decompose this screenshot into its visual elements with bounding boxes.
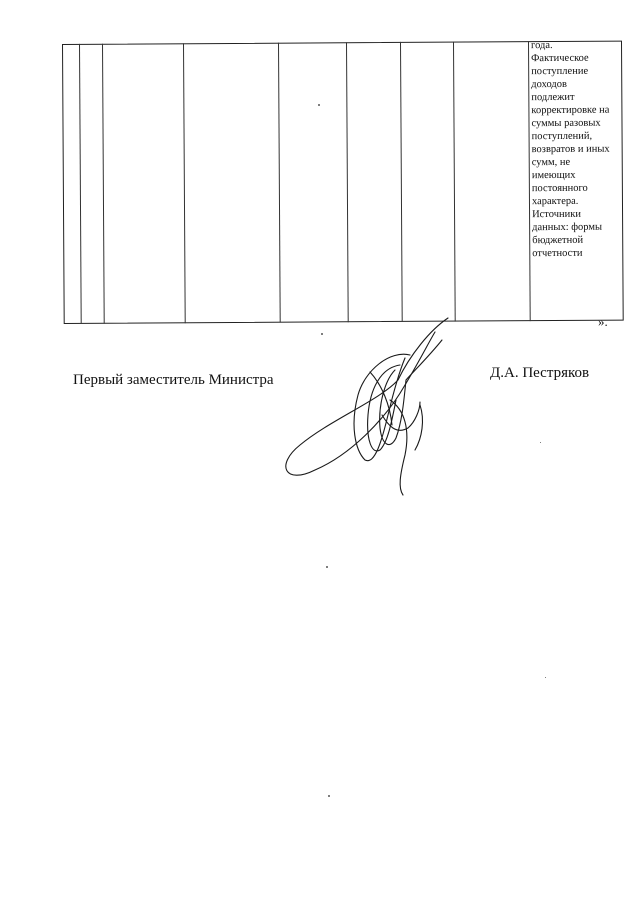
handwritten-signature [270, 310, 470, 500]
cell-line: Фактическое [531, 52, 589, 65]
cell-line: суммы разовых [531, 117, 601, 130]
cell-line: бюджетной [532, 234, 584, 247]
signer-title: Первый заместитель Министра [73, 372, 274, 388]
cell-line: поступление [531, 65, 589, 78]
scan-speck [328, 795, 330, 797]
scan-speck [318, 104, 320, 106]
cell-line: Источники [532, 208, 582, 221]
cell-line: доходов [531, 78, 567, 91]
scan-speck [326, 566, 328, 568]
cell-line: данных: формы [532, 221, 603, 234]
cell-line: характера. [531, 195, 579, 208]
cell-line: поступлений, [531, 130, 593, 143]
cell-line: отчетности [532, 247, 583, 260]
cell-line: сумм, не [531, 156, 571, 169]
scan-speck [545, 677, 546, 678]
scan-speck [540, 442, 541, 443]
closing-quote: ». [598, 314, 608, 329]
cell-line: имеющих [531, 169, 576, 182]
cell-line: подлежит [531, 91, 575, 104]
cell-line: постоянного [531, 182, 588, 195]
table-cell-text [531, 39, 622, 261]
document-table [62, 41, 624, 324]
scan-speck [321, 333, 323, 335]
cell-line: года. [530, 40, 553, 52]
cell-line: возвратов и иных [531, 143, 610, 156]
cell-line: корректировке на [531, 104, 610, 117]
signer-name: Д.А. Пестряков [490, 365, 590, 381]
